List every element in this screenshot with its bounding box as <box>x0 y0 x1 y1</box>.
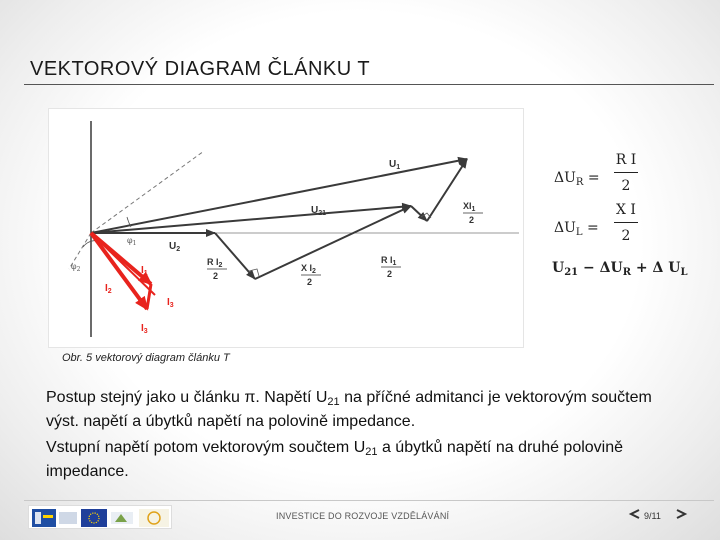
ri1-vector <box>411 206 427 221</box>
i-aux-vector <box>91 233 155 295</box>
next-slide-button[interactable] <box>674 507 688 521</box>
i3-label: $I_3$ <box>141 323 148 335</box>
dashed-line-1 <box>91 151 204 233</box>
vector-diagram-figure <box>48 108 524 348</box>
formula-block <box>548 152 718 282</box>
ri2-vector <box>215 233 255 279</box>
u1-vector <box>91 159 467 233</box>
i1-label: $I_1$ <box>141 265 148 277</box>
figure-caption: Obr. 5 vektorový diagram článku T <box>62 352 230 364</box>
u1-label: $U_1$ <box>389 159 401 171</box>
logo-strip-icon <box>29 506 173 530</box>
vector-diagram-svg <box>49 109 525 349</box>
formula-2-lhs: $\Delta U_L$ = <box>554 220 599 238</box>
paragraph-1: Postup stejný jako u článku π. Napětí $U_{21}$ na příčné admitanci je vektorovým součtem výst. napětí a úbytků napětí na polovině impedance. <box>46 389 652 430</box>
arrow-right-icon <box>674 507 688 521</box>
i2-label: $I_2$ <box>105 283 112 295</box>
xi2-denominator: 2 <box>307 277 313 287</box>
ri2-denominator: 2 <box>213 271 219 281</box>
ri2-label: R $I_2$ <box>207 257 223 269</box>
formula-2-denominator: 2 <box>621 228 631 244</box>
ri1-denominator: 2 <box>387 269 393 279</box>
formula-2-bar <box>614 222 638 223</box>
formula-2-numerator: X I <box>616 202 636 218</box>
formula-1-bar <box>614 172 638 173</box>
phi1-label: $\varphi_1$ <box>127 236 137 247</box>
ri1-label: R $I_1$ <box>381 255 397 267</box>
formula-1-denominator: 2 <box>621 178 631 194</box>
formula-3: $U_{21} - \Delta U_R + \Delta$ $U_L$ <box>552 260 688 278</box>
sponsor-logos <box>28 505 172 529</box>
phi2-label: $\varphi_2$ <box>71 262 81 273</box>
arrow-left-icon <box>628 507 642 521</box>
formula-1-lhs: $\Delta U_R$ = <box>554 170 600 188</box>
xi1-vector <box>427 159 467 221</box>
xi2-label: X $I_2$ <box>301 263 316 275</box>
u2-label: $U_2$ <box>169 241 181 253</box>
i3-secondary-label: $I_3$ <box>167 297 174 309</box>
formula-1-numerator: R I <box>615 152 637 168</box>
previous-slide-button[interactable] <box>628 507 642 521</box>
xi1-label: $XI_1$ <box>463 201 476 213</box>
page-number: 9/11 <box>644 511 661 521</box>
title-underline <box>24 84 714 85</box>
footer-divider <box>24 500 714 501</box>
xi1-denominator: 2 <box>469 215 475 225</box>
slide-title: VEKTOROVÝ DIAGRAM ČLÁNKU T <box>30 58 371 80</box>
u21-label: $U_{21}$ <box>311 205 327 217</box>
footer-text: INVESTICE DO ROZVOJE VZDĚLÁVÁNÍ <box>276 511 450 521</box>
paragraph-2: Vstupní napětí potom vektorovým součtem $U_{21}$ a úbytků napětí na druhé polovině impedance. <box>46 439 624 480</box>
